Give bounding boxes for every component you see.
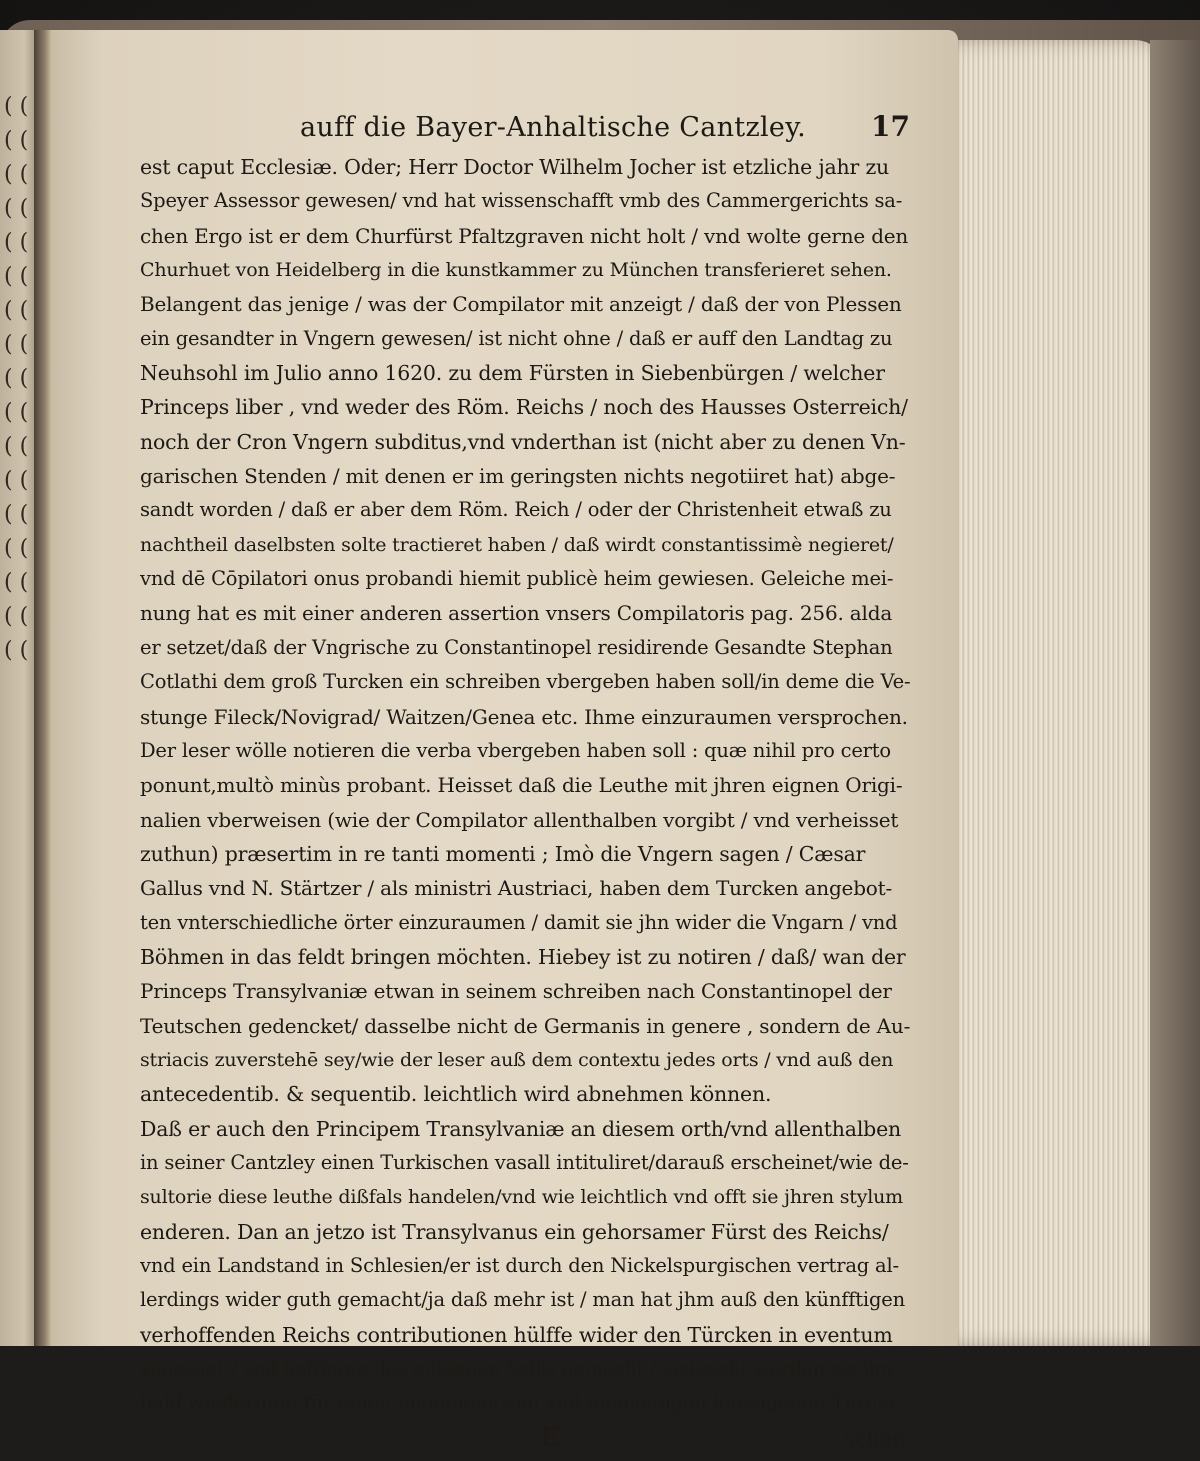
text-line: er setzet/daß der Vngrische zu Constantinopel residirende Gesandte Stephan (140, 635, 893, 659)
text-line: enderen. Dan an jetzo ist Transylvanus ein gehorsamer Fürst des Reichs/ (140, 1219, 889, 1244)
text-line: ten vnterschiedliche örter einzuraumen / damit sie jhn wider die Vngarn / vnd (140, 910, 898, 934)
catchword: schen (843, 1426, 906, 1451)
text-line: Princeps liber , vnd weder des Röm. Reichs / noch des Hausses Osterreich/ (140, 395, 908, 420)
text-line: Daß er auch den Principem Transylvaniæ an diesem orth/vnd allenthalben (140, 1116, 902, 1141)
previous-page-text-fragments: ( ( ( ( ( ( ( ( ( ( ( ( ( ( ( ( ( ( ( ( ( ( ( ( ( ( ( ( ( ( ( ( ( ( (4, 94, 29, 663)
text-line: bald wiederumb für einen mammelucken vnd meineidigen leibeigenen Turcki- (140, 1391, 901, 1415)
text-line: Gallus vnd N. Stärtzer / als ministri Austriaci, haben dem Turcken angebot- (140, 876, 893, 901)
text-line: in seiner Cantzley einen Turkischen vasall intituliret/darauß erscheinet/wie de- (140, 1150, 909, 1174)
text-line: Teutschen gedencket/ dasselbe nicht de Germanis in genere , sondern de Au- (140, 1013, 911, 1038)
text-line: lerdings wider guth gemacht/ja daß mehr ist / man hat jhm auß den künfftigen (140, 1288, 905, 1312)
text-line: Der leser wölle notieren die verba vbergeben haben soll : quæ nihil pro certo (140, 738, 891, 762)
text-line: ein gesandter in Vngern gewesen/ ist nicht ohne / daß er auff den Landtag zu (140, 326, 893, 350)
text-line: nalien vberweisen (wie der Compilator allenthalben vorgibt / vnd verheisset (140, 807, 899, 832)
text-line: Speyer Assessor gewesen/ vnd hat wissenschafft vmb des Cammergerichts sa- (140, 189, 903, 213)
text-line: garischen Stenden / mit denen er im geringsten nichts negotiiret hat) abge- (140, 464, 896, 489)
text-line: verhoffenden Reichs contributionen hülffe wider den Türcken in eventum (140, 1322, 893, 1347)
text-line: antecedentib. & sequentib. leichtlich wird abnehmen können. (140, 1082, 772, 1107)
page-header (140, 110, 910, 150)
text-line: zuthun) præsertim in re tanti momenti ; Imò die Vngern sagen / Cæsar (140, 841, 866, 866)
text-line: chen Ergo ist er dem Churfürst Pfaltzgraven nicht holt / vnd wolte gerne den (140, 223, 909, 248)
text-line: Princeps Transylvaniæ etwan in seinem schreiben nach Constantinopel der (140, 979, 892, 1004)
text-line: vnd ein Landstand in Schlesien/er ist durch den Nickelspurgischen vertrag al- (140, 1254, 899, 1277)
text-line: est caput Ecclesiæ. Oder; Herr Doctor Wilhelm Jocher ist etzliche jahr zu (140, 155, 890, 179)
text-line: sultorie diese leuthe dißfals handelen/vnd wie leichtlich vnd offt sie jhren stylum (140, 1186, 903, 1209)
page-number: 17 (871, 110, 910, 143)
text-line: nung hat es mit einer anderen assertion vnsers Compilatoris pag. 256. alda (140, 601, 893, 626)
text-line: sandt worden / daß er aber dem Röm. Reich / oder der Christenheit etwaß zu (140, 498, 892, 522)
page-text-block (140, 110, 910, 1461)
text-line: vnd dē Cōpilatori onus probandi hiemit publicè heim gewiesen. Geleiche mei- (140, 567, 894, 591)
running-head: auff die Bayer-Anhaltische Cantzley. (300, 112, 807, 143)
cover-edge (1150, 40, 1200, 1346)
text-line: Churhuet von Heidelberg in die kunstkammer zu München transferieret sehen. (140, 259, 892, 282)
text-line: nachtheil daselbsten solte tractieret haben / daß wirdt constantissimè negieret/ (140, 533, 894, 556)
signature-mark: E (540, 1422, 560, 1453)
page-body (140, 150, 910, 1421)
text-line: noch der Cron Vngern subditus,vnd vnderthan ist (nicht aber zu denen Vn- (140, 429, 906, 454)
text-line: Belangent das jenige / was der Compilator mit anzeigt / daß der von Plessen (140, 292, 902, 317)
text-line: striacis zuverstehē sey/wie der leser auß dem contextu jedes orts / vnd auß den (140, 1048, 894, 1071)
text-line: Böhmen in das feldt bringen möchten. Hiebey ist zu notiren / daß/ wan der (140, 944, 906, 969)
text-line: zugesagt / vnd hoffnung des guldenen Vellis gemacht / vielleicht werden sie jhn (140, 1358, 893, 1381)
book-page (48, 30, 958, 1453)
text-line: ponunt,multò minùs probant. Heisset daß die Leuthe mit jhren eignen Origi- (140, 773, 903, 798)
page-edges-block (935, 40, 1165, 1346)
text-line: stunge Fileck/Novigrad/ Waitzen/Genea etc. Ihme einzuraumen versprochen. (140, 704, 908, 729)
page-footer (140, 1421, 910, 1461)
text-line: Cotlathi dem groß Turcken ein schreiben vbergeben haben soll/in deme die Ve- (140, 670, 911, 694)
book-gutter (34, 30, 52, 1346)
text-line: Neuhsohl im Julio anno 1620. zu dem Fürsten in Siebenbürgen / welcher (140, 361, 885, 386)
